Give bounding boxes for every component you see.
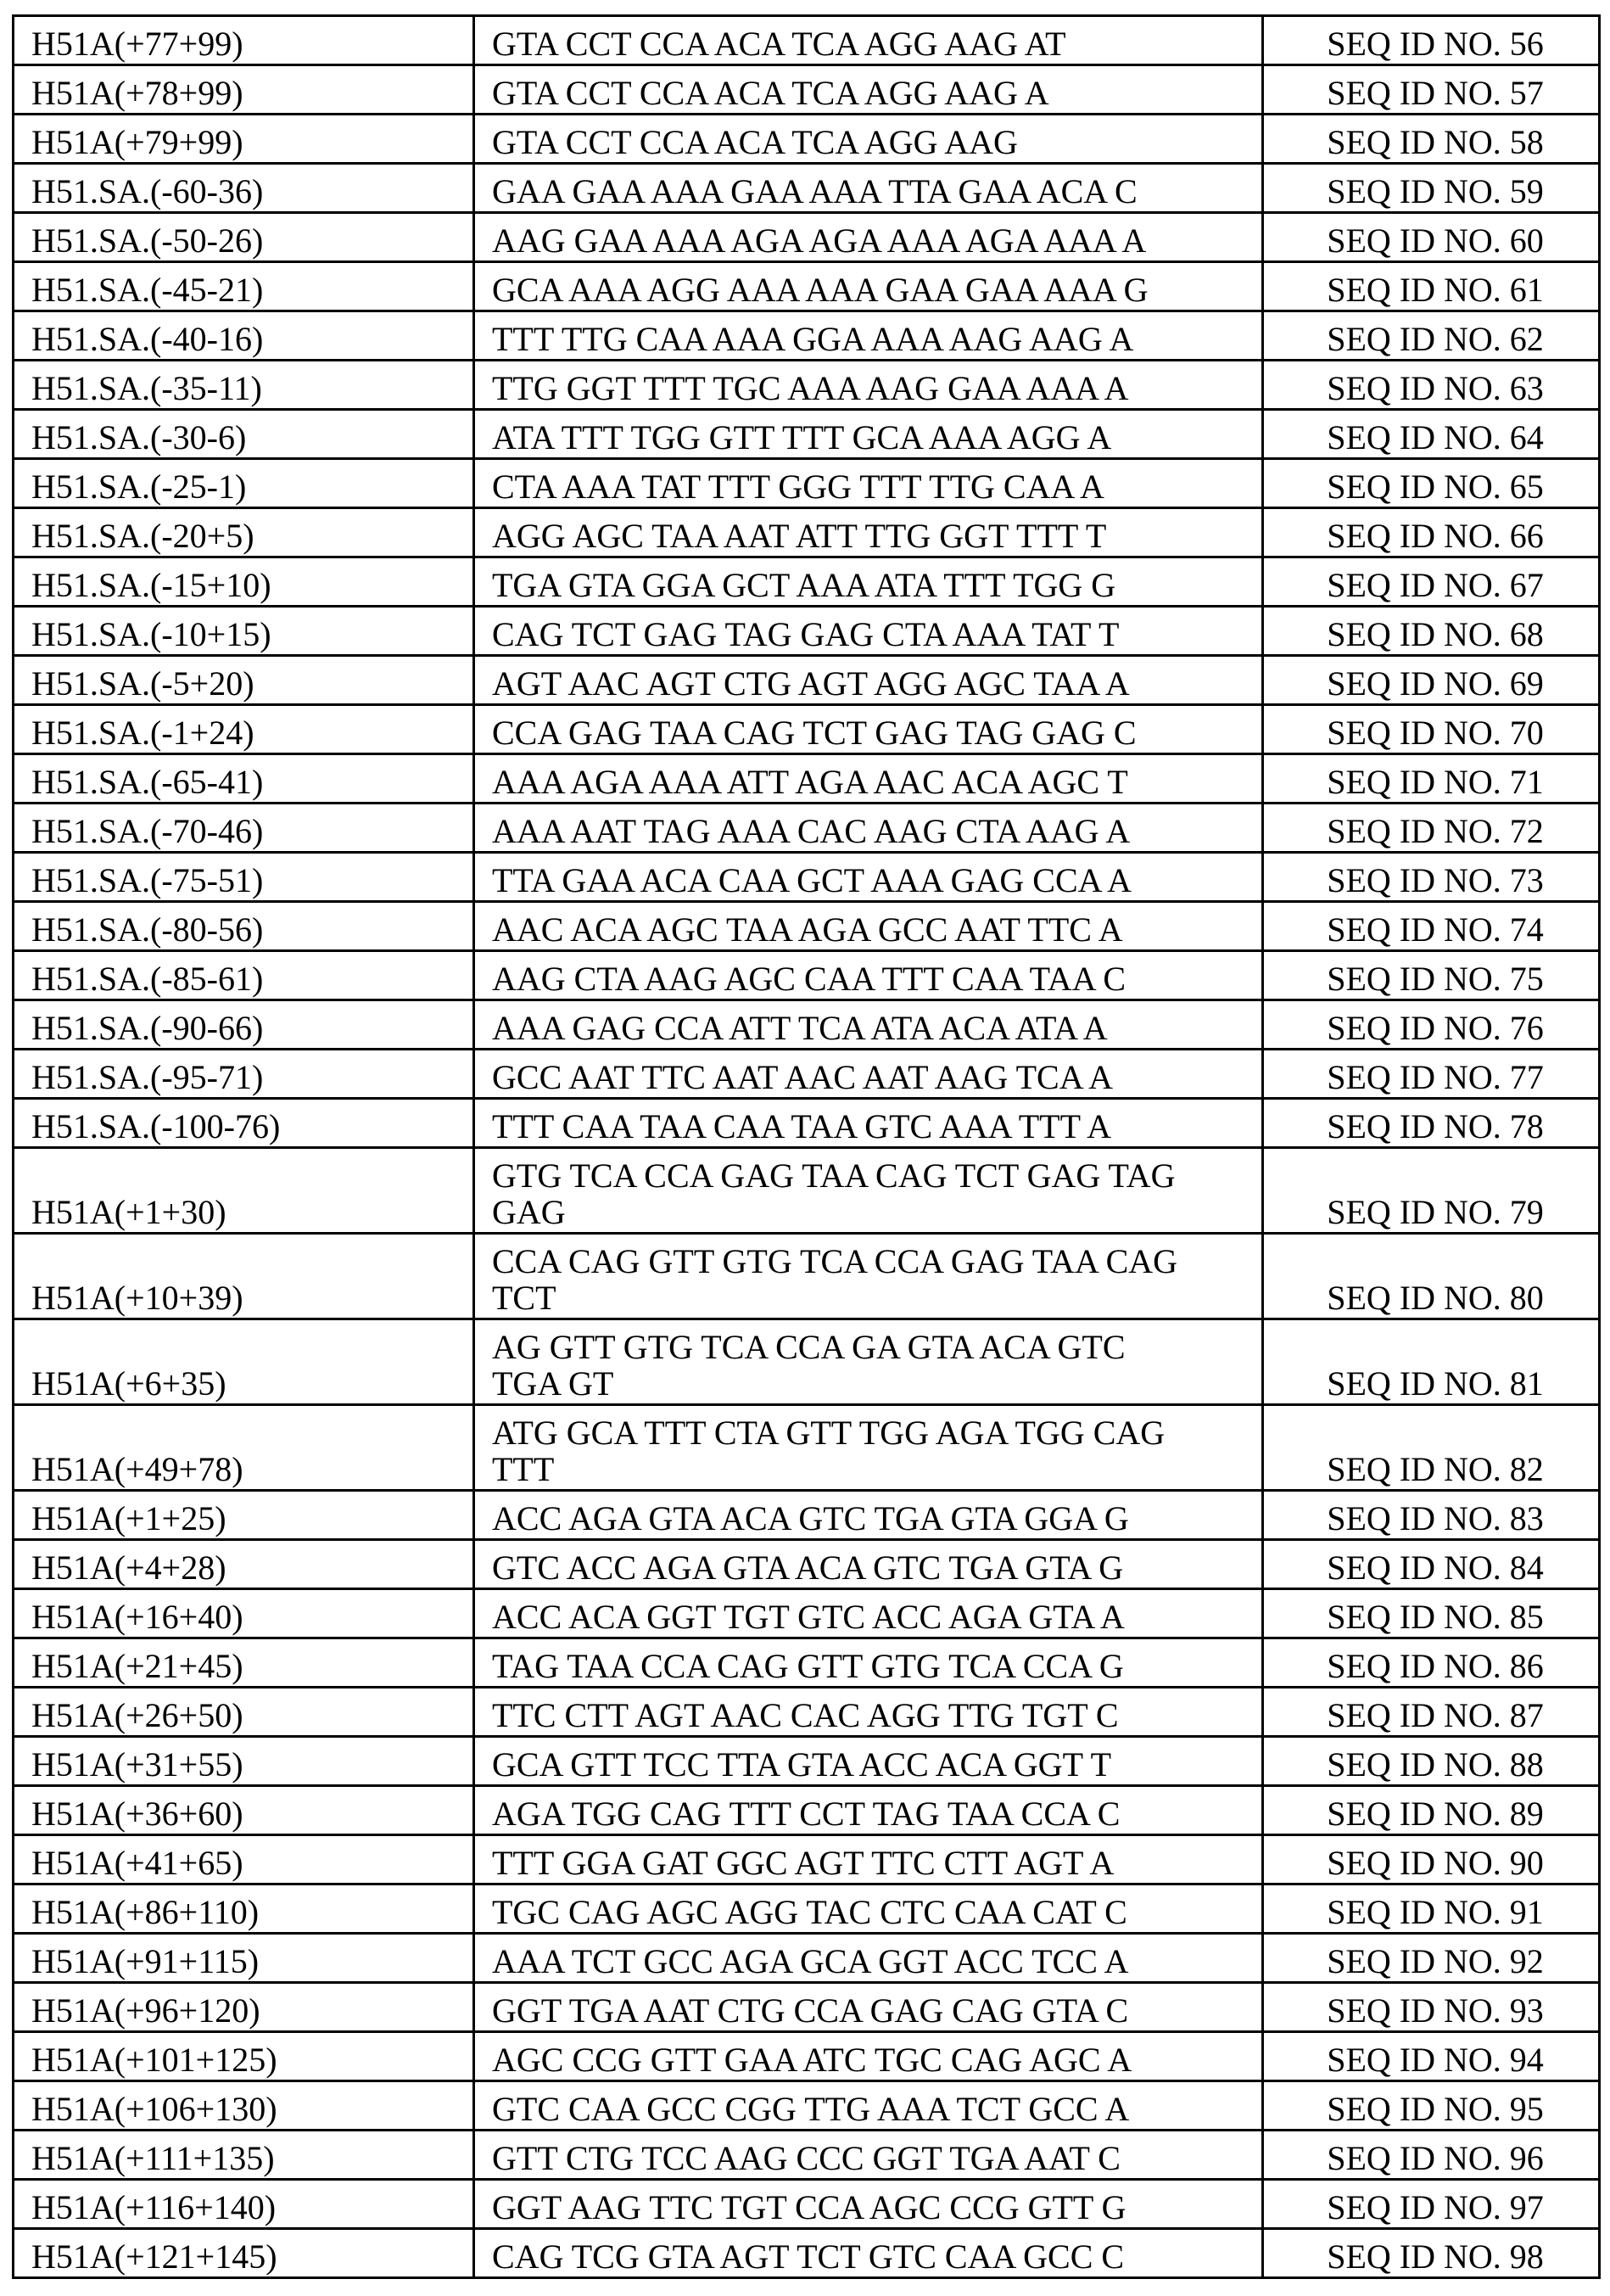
- seq-id-cell: SEQ ID NO. 82: [1263, 1405, 1600, 1491]
- sequence-cell: GTC CAA GCC CGG TTG AAA TCT GCC A: [474, 2081, 1263, 2131]
- seq-id-cell: SEQ ID NO. 78: [1263, 1099, 1600, 1148]
- oligo-name-cell: H51.SA.(-70-46): [14, 804, 474, 853]
- seq-id-cell: SEQ ID NO. 92: [1263, 1934, 1600, 1983]
- table-row: [14, 2229, 1600, 2278]
- oligo-name-cell: H51.SA.(-45-21): [14, 262, 474, 311]
- sequence-cell: CTA AAA TAT TTT GGG TTT TTG CAA A: [474, 459, 1263, 508]
- seq-id-cell: SEQ ID NO. 65: [1263, 459, 1600, 508]
- table-row: [14, 508, 1600, 557]
- table-row: [14, 115, 1600, 164]
- sequence-cell: ATG GCA TTT CTA GTT TGG AGA TGG CAG TTT: [474, 1405, 1263, 1491]
- oligo-name-cell: H51A(+91+115): [14, 1934, 474, 1983]
- oligo-name-cell: H51A(+111+135): [14, 2131, 474, 2180]
- sequence-cell: CAG TCG GTA AGT TCT GTC CAA GCC C: [474, 2229, 1263, 2278]
- oligo-name-cell: H51A(+41+65): [14, 1835, 474, 1884]
- table-row: [14, 1983, 1600, 2032]
- table-row: [14, 607, 1600, 656]
- seq-id-cell: SEQ ID NO. 56: [1263, 16, 1600, 65]
- sequence-cell: TTT TTG CAA AAA GGA AAA AAG AAG A: [474, 311, 1263, 361]
- oligo-name-cell: H51A(+121+145): [14, 2229, 474, 2278]
- seq-id-cell: SEQ ID NO. 77: [1263, 1050, 1600, 1099]
- seq-id-cell: SEQ ID NO. 87: [1263, 1688, 1600, 1737]
- seq-id-cell: SEQ ID NO. 86: [1263, 1638, 1600, 1688]
- oligo-name-cell: H51A(+116+140): [14, 2180, 474, 2229]
- table-row: [14, 1050, 1600, 1099]
- seq-id-cell: SEQ ID NO. 83: [1263, 1491, 1600, 1540]
- oligo-name-cell: H51A(+1+25): [14, 1491, 474, 1540]
- sequence-cell: AAG GAA AAA AGA AGA AAA AGA AAA A: [474, 213, 1263, 262]
- sequence-cell: ATA TTT TGG GTT TTT GCA AAA AGG A: [474, 410, 1263, 459]
- table-row: [14, 1319, 1600, 1405]
- table-row: [14, 1884, 1600, 1934]
- table-row: [14, 1786, 1600, 1835]
- sequence-cell: GCA AAA AGG AAA AAA GAA GAA AAA G: [474, 262, 1263, 311]
- table-row: [14, 1000, 1600, 1050]
- table-row: [14, 262, 1600, 311]
- seq-id-cell: SEQ ID NO. 96: [1263, 2131, 1600, 2180]
- seq-id-cell: SEQ ID NO. 89: [1263, 1786, 1600, 1835]
- table-row: [14, 1491, 1600, 1540]
- seq-id-cell: SEQ ID NO. 84: [1263, 1540, 1600, 1589]
- sequence-cell: AAA AGA AAA ATT AGA AAC ACA AGC T: [474, 754, 1263, 804]
- seq-id-cell: SEQ ID NO. 68: [1263, 607, 1600, 656]
- oligo-name-cell: H51A(+4+28): [14, 1540, 474, 1589]
- table-row: [14, 2081, 1600, 2131]
- sequence-cell: TTA GAA ACA CAA GCT AAA GAG CCA A: [474, 853, 1263, 902]
- table-row: [14, 557, 1600, 607]
- oligo-name-cell: H51A(+96+120): [14, 1983, 474, 2032]
- seq-id-cell: SEQ ID NO. 80: [1263, 1234, 1600, 1319]
- table-row: [14, 459, 1600, 508]
- sequence-cell: AAA AAT TAG AAA CAC AAG CTA AAG A: [474, 804, 1263, 853]
- table-row: [14, 705, 1600, 754]
- oligo-name-cell: H51.SA.(-50-26): [14, 213, 474, 262]
- table-row: [14, 2032, 1600, 2081]
- seq-id-cell: SEQ ID NO. 64: [1263, 410, 1600, 459]
- sequence-cell: GTC ACC AGA GTA ACA GTC TGA GTA G: [474, 1540, 1263, 1589]
- table-row: [14, 361, 1600, 410]
- table-row: [14, 213, 1600, 262]
- oligo-name-cell: H51.SA.(-25-1): [14, 459, 474, 508]
- oligo-name-cell: H51A(+10+39): [14, 1234, 474, 1319]
- seq-id-cell: SEQ ID NO. 59: [1263, 164, 1600, 213]
- seq-id-cell: SEQ ID NO. 97: [1263, 2180, 1600, 2229]
- sequence-cell: TAG TAA CCA CAG GTT GTG TCA CCA G: [474, 1638, 1263, 1688]
- table-row: [14, 1148, 1600, 1234]
- oligo-name-cell: H51A(+6+35): [14, 1319, 474, 1405]
- oligo-name-cell: H51.SA.(-40-16): [14, 311, 474, 361]
- table-row: [14, 1099, 1600, 1148]
- oligo-name-cell: H51.SA.(-85-61): [14, 951, 474, 1000]
- table-row: [14, 164, 1600, 213]
- table-row: [14, 2180, 1600, 2229]
- seq-id-cell: SEQ ID NO. 88: [1263, 1737, 1600, 1786]
- seq-id-cell: SEQ ID NO. 94: [1263, 2032, 1600, 2081]
- seq-id-cell: SEQ ID NO. 63: [1263, 361, 1600, 410]
- sequence-cell: AGG AGC TAA AAT ATT TTG GGT TTT T: [474, 508, 1263, 557]
- seq-id-cell: SEQ ID NO. 57: [1263, 65, 1600, 115]
- sequence-cell: GCA GTT TCC TTA GTA ACC ACA GGT T: [474, 1737, 1263, 1786]
- table-row: [14, 1688, 1600, 1737]
- sequence-table: [12, 14, 1601, 2279]
- sequence-cell: AG GTT GTG TCA CCA GA GTA ACA GTC TGA GT: [474, 1319, 1263, 1405]
- seq-id-cell: SEQ ID NO. 98: [1263, 2229, 1600, 2278]
- sequence-cell: TTT CAA TAA CAA TAA GTC AAA TTT A: [474, 1099, 1263, 1148]
- oligo-name-cell: H51.SA.(-95-71): [14, 1050, 474, 1099]
- sequence-cell: AGC CCG GTT GAA ATC TGC CAG AGC A: [474, 2032, 1263, 2081]
- sequence-cell: AGA TGG CAG TTT CCT TAG TAA CCA C: [474, 1786, 1263, 1835]
- sequence-cell: AAC ACA AGC TAA AGA GCC AAT TTC A: [474, 902, 1263, 951]
- table-row: [14, 1540, 1600, 1589]
- oligo-name-cell: H51A(+86+110): [14, 1884, 474, 1934]
- seq-id-cell: SEQ ID NO. 95: [1263, 2081, 1600, 2131]
- oligo-name-cell: H51.SA.(-60-36): [14, 164, 474, 213]
- sequence-cell: CCA GAG TAA CAG TCT GAG TAG GAG C: [474, 705, 1263, 754]
- oligo-name-cell: H51.SA.(-15+10): [14, 557, 474, 607]
- sequence-cell: TGC CAG AGC AGG TAC CTC CAA CAT C: [474, 1884, 1263, 1934]
- sequence-cell: ACC ACA GGT TGT GTC ACC AGA GTA A: [474, 1589, 1263, 1638]
- oligo-name-cell: H51.SA.(-100-76): [14, 1099, 474, 1148]
- sequence-cell: GGT TGA AAT CTG CCA GAG CAG GTA C: [474, 1983, 1263, 2032]
- sequence-cell: TTC CTT AGT AAC CAC AGG TTG TGT C: [474, 1688, 1263, 1737]
- sequence-cell: CCA CAG GTT GTG TCA CCA GAG TAA CAG TCT: [474, 1234, 1263, 1319]
- table-row: [14, 1835, 1600, 1884]
- oligo-name-cell: H51.SA.(-90-66): [14, 1000, 474, 1050]
- oligo-name-cell: H51A(+16+40): [14, 1589, 474, 1638]
- table-row: [14, 1234, 1600, 1319]
- table-row: [14, 1934, 1600, 1983]
- table-row: [14, 2131, 1600, 2180]
- seq-id-cell: SEQ ID NO. 71: [1263, 754, 1600, 804]
- seq-id-cell: SEQ ID NO. 75: [1263, 951, 1600, 1000]
- oligo-name-cell: H51A(+78+99): [14, 65, 474, 115]
- sequence-cell: GTA CCT CCA ACA TCA AGG AAG A: [474, 65, 1263, 115]
- sequence-cell: CAG TCT GAG TAG GAG CTA AAA TAT T: [474, 607, 1263, 656]
- oligo-name-cell: H51.SA.(-65-41): [14, 754, 474, 804]
- seq-id-cell: SEQ ID NO. 62: [1263, 311, 1600, 361]
- seq-id-cell: SEQ ID NO. 61: [1263, 262, 1600, 311]
- table-row: [14, 410, 1600, 459]
- seq-id-cell: SEQ ID NO. 67: [1263, 557, 1600, 607]
- oligo-name-cell: H51A(+106+130): [14, 2081, 474, 2131]
- sequence-cell: GTG TCA CCA GAG TAA CAG TCT GAG TAG GAG: [474, 1148, 1263, 1234]
- sequence-cell: GTT CTG TCC AAG CCC GGT TGA AAT C: [474, 2131, 1263, 2180]
- seq-id-cell: SEQ ID NO. 81: [1263, 1319, 1600, 1405]
- table-row: [14, 754, 1600, 804]
- sequence-cell: AAA TCT GCC AGA GCA GGT ACC TCC A: [474, 1934, 1263, 1983]
- oligo-name-cell: H51A(+31+55): [14, 1737, 474, 1786]
- table-row: [14, 656, 1600, 705]
- sequence-cell: ACC AGA GTA ACA GTC TGA GTA GGA G: [474, 1491, 1263, 1540]
- oligo-name-cell: H51A(+101+125): [14, 2032, 474, 2081]
- oligo-name-cell: H51.SA.(-20+5): [14, 508, 474, 557]
- sequence-cell: GCC AAT TTC AAT AAC AAT AAG TCA A: [474, 1050, 1263, 1099]
- table-row: [14, 65, 1600, 115]
- seq-id-cell: SEQ ID NO. 72: [1263, 804, 1600, 853]
- sequence-cell: AAG CTA AAG AGC CAA TTT CAA TAA C: [474, 951, 1263, 1000]
- oligo-name-cell: H51A(+21+45): [14, 1638, 474, 1688]
- table-row: [14, 853, 1600, 902]
- seq-id-cell: SEQ ID NO. 93: [1263, 1983, 1600, 2032]
- table-row: [14, 951, 1600, 1000]
- oligo-name-cell: H51A(+49+78): [14, 1405, 474, 1491]
- oligo-name-cell: H51.SA.(-30-6): [14, 410, 474, 459]
- oligo-name-cell: H51.SA.(-10+15): [14, 607, 474, 656]
- oligo-name-cell: H51.SA.(-80-56): [14, 902, 474, 951]
- seq-id-cell: SEQ ID NO. 60: [1263, 213, 1600, 262]
- table-row: [14, 902, 1600, 951]
- sequence-cell: GGT AAG TTC TGT CCA AGC CCG GTT G: [474, 2180, 1263, 2229]
- seq-id-cell: SEQ ID NO. 76: [1263, 1000, 1600, 1050]
- table-row: [14, 1405, 1600, 1491]
- seq-id-cell: SEQ ID NO. 74: [1263, 902, 1600, 951]
- sequence-cell: TGA GTA GGA GCT AAA ATA TTT TGG G: [474, 557, 1263, 607]
- table-row: [14, 1589, 1600, 1638]
- sequence-cell: GAA GAA AAA GAA AAA TTA GAA ACA C: [474, 164, 1263, 213]
- sequence-cell: AAA GAG CCA ATT TCA ATA ACA ATA A: [474, 1000, 1263, 1050]
- oligo-name-cell: H51A(+1+30): [14, 1148, 474, 1234]
- oligo-name-cell: H51.SA.(-75-51): [14, 853, 474, 902]
- table-row: [14, 1737, 1600, 1786]
- seq-id-cell: SEQ ID NO. 66: [1263, 508, 1600, 557]
- table-row: [14, 311, 1600, 361]
- table-row: [14, 16, 1600, 65]
- sequence-cell: GTA CCT CCA ACA TCA AGG AAG AT: [474, 16, 1263, 65]
- seq-id-cell: SEQ ID NO. 85: [1263, 1589, 1600, 1638]
- seq-id-cell: SEQ ID NO. 69: [1263, 656, 1600, 705]
- sequence-cell: GTA CCT CCA ACA TCA AGG AAG: [474, 115, 1263, 164]
- seq-id-cell: SEQ ID NO. 73: [1263, 853, 1600, 902]
- sequence-cell: TTT GGA GAT GGC AGT TTC CTT AGT A: [474, 1835, 1263, 1884]
- sequence-cell: TTG GGT TTT TGC AAA AAG GAA AAA A: [474, 361, 1263, 410]
- seq-id-cell: SEQ ID NO. 70: [1263, 705, 1600, 754]
- seq-id-cell: SEQ ID NO. 91: [1263, 1884, 1600, 1934]
- seq-id-cell: SEQ ID NO. 90: [1263, 1835, 1600, 1884]
- oligo-name-cell: H51A(+26+50): [14, 1688, 474, 1737]
- seq-id-cell: SEQ ID NO. 79: [1263, 1148, 1600, 1234]
- table-row: [14, 1638, 1600, 1688]
- sequence-cell: AGT AAC AGT CTG AGT AGG AGC TAA A: [474, 656, 1263, 705]
- oligo-name-cell: H51.SA.(-35-11): [14, 361, 474, 410]
- oligo-name-cell: H51A(+77+99): [14, 16, 474, 65]
- seq-id-cell: SEQ ID NO. 58: [1263, 115, 1600, 164]
- oligo-name-cell: H51A(+79+99): [14, 115, 474, 164]
- table-row: [14, 804, 1600, 853]
- oligo-name-cell: H51.SA.(-1+24): [14, 705, 474, 754]
- oligo-name-cell: H51.SA.(-5+20): [14, 656, 474, 705]
- oligo-name-cell: H51A(+36+60): [14, 1786, 474, 1835]
- sequence-table-body: [14, 16, 1600, 2278]
